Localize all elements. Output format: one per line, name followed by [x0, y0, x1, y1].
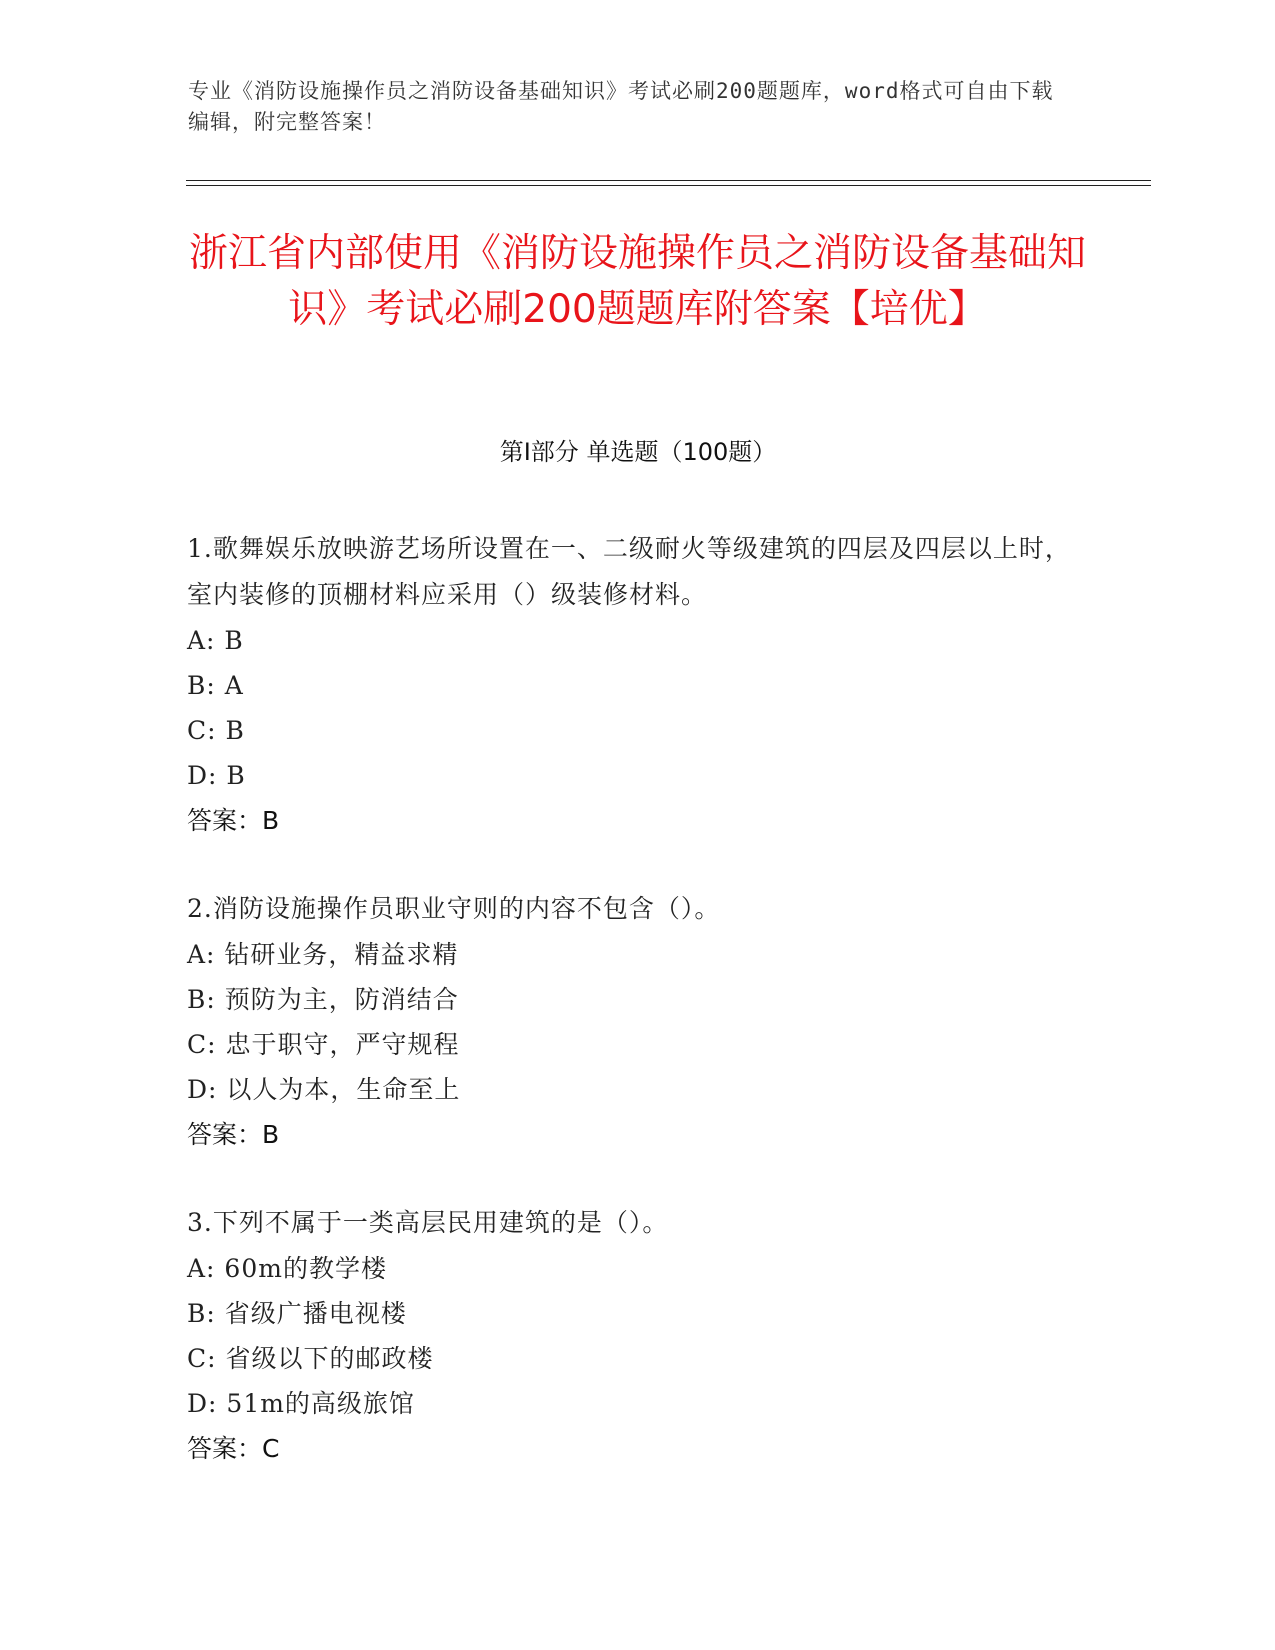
option-d: D: 以人为本，生命至上: [187, 1075, 461, 1104]
option-b: B: A: [187, 671, 244, 700]
question-stem: 2.消防设施操作员职业守则的内容不包含（）。: [187, 894, 721, 923]
option-d: D: 51m的高级旅馆: [187, 1389, 415, 1418]
header-note: 专业《消防设施操作员之消防设备基础知识》考试必刷200题题库，word格式可自由下载编辑，附完整答案！: [188, 79, 1054, 134]
question-2: [187, 886, 1087, 1158]
question-answer: 答案：C: [187, 1434, 280, 1463]
option-a: A: 钻研业务，精益求精: [187, 940, 459, 969]
document-title: 浙江省内部使用《消防设施操作员之消防设备基础知识》考试必刷200题题库附答案【培优】: [188, 231, 1086, 332]
header-divider-bottom: [186, 185, 1151, 186]
option-b: B: 预防为主，防消结合: [187, 985, 459, 1014]
option-b: B: 省级广播电视楼: [187, 1299, 407, 1328]
option-c: C: 忠于职守，严守规程: [187, 1030, 460, 1059]
question-3: [187, 1200, 1087, 1472]
question-stem: 3.下列不属于一类高层民用建筑的是（）。: [187, 1208, 669, 1237]
question-1: [187, 526, 1087, 844]
section-title: 第Ⅰ部分 单选题（100题）: [499, 438, 777, 466]
option-c: C: B: [187, 716, 245, 745]
question-list: [187, 526, 1087, 1514]
option-a: A: 60m的教学楼: [187, 1254, 387, 1283]
question-answer: 答案：B: [187, 806, 280, 835]
option-d: D: B: [187, 761, 246, 790]
option-c: C: 省级以下的邮政楼: [187, 1344, 434, 1373]
header-divider-top: [186, 180, 1151, 181]
question-answer: 答案：B: [187, 1120, 280, 1149]
question-stem: 1.歌舞娱乐放映游艺场所设置在一、二级耐火等级建筑的四层及四层以上时，室内装修的顶棚材料应采用（）级装修材料。: [187, 534, 1071, 609]
option-a: A: B: [187, 626, 244, 655]
